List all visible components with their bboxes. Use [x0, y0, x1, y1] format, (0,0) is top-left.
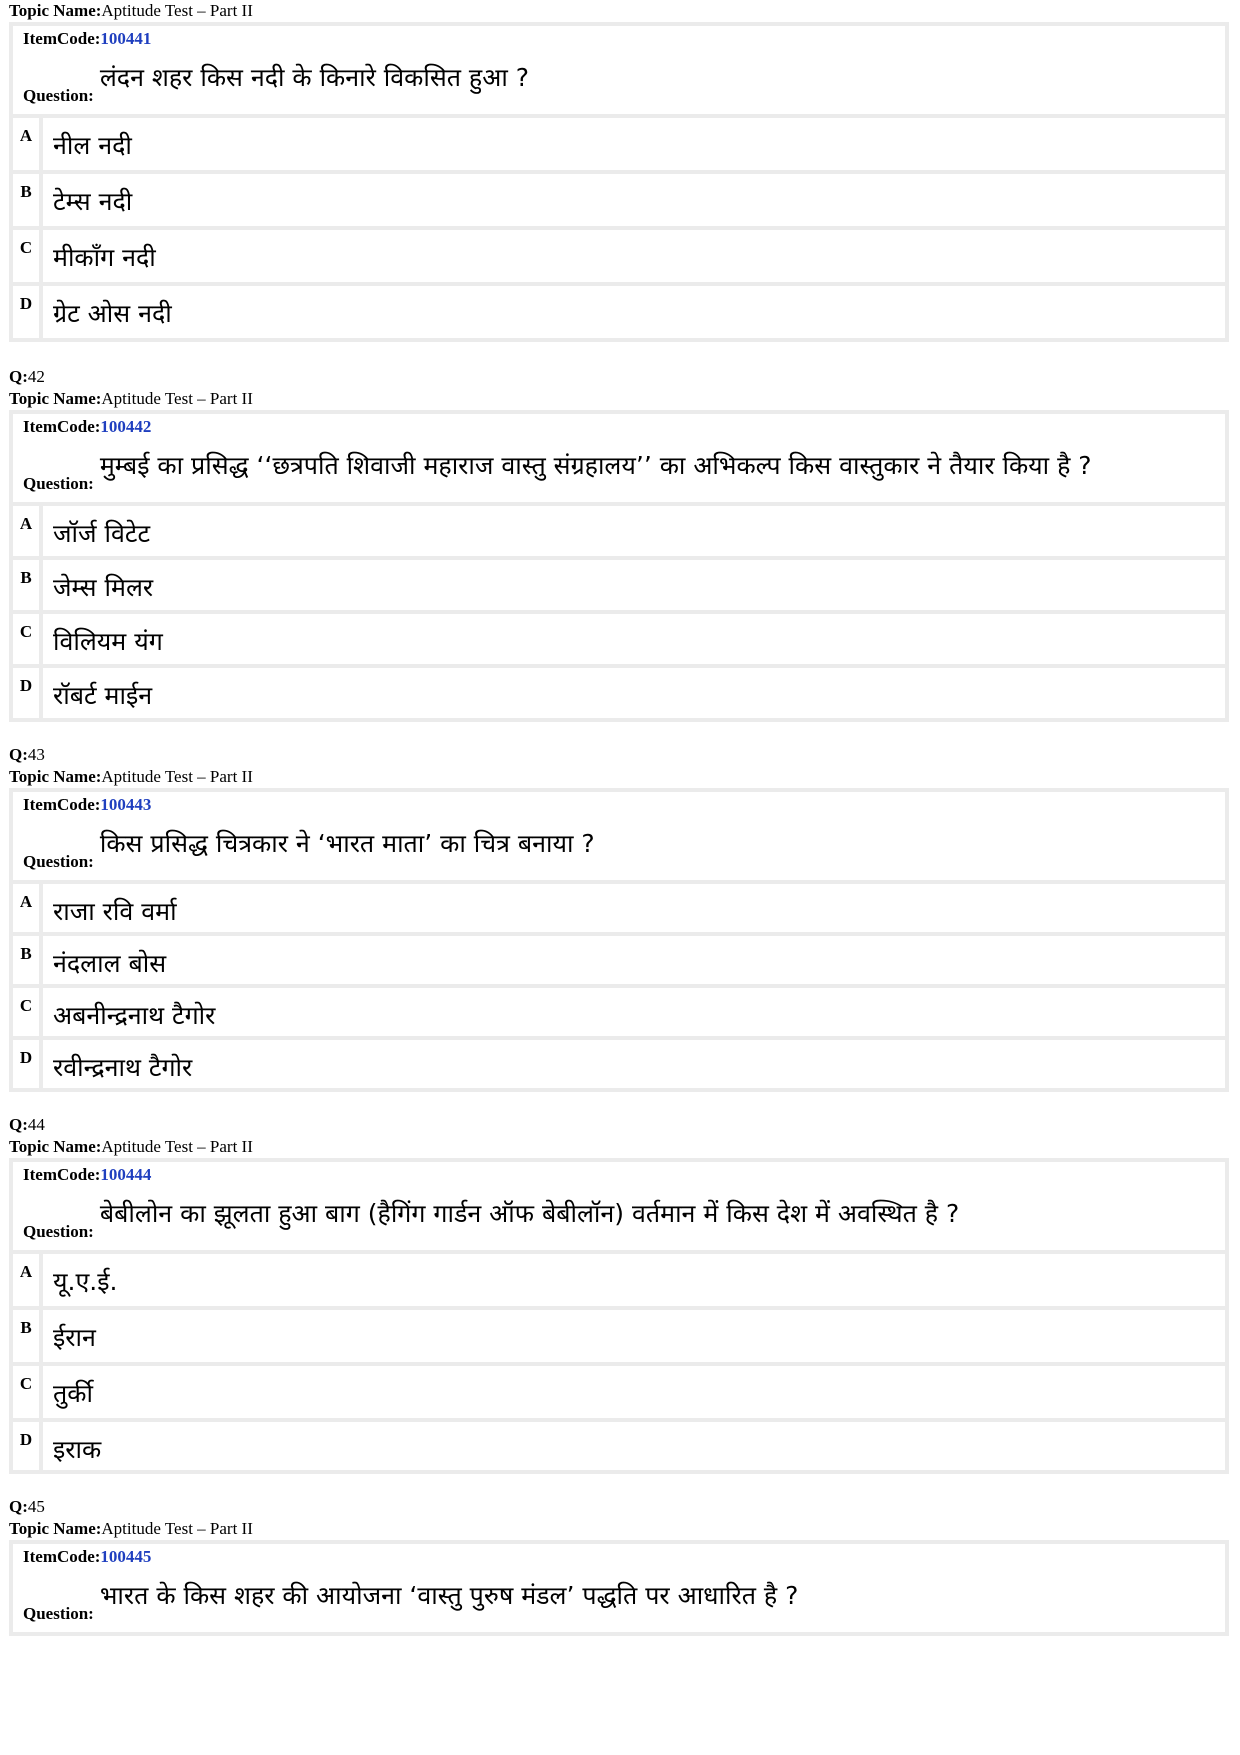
- item-code: [13, 414, 1225, 440]
- topic-label: Topic Name:: [9, 389, 102, 408]
- question-number: [9, 1496, 1229, 1518]
- option-label: D: [13, 286, 39, 338]
- question-label: Question:: [23, 474, 94, 493]
- q-prefix: Q:: [9, 745, 28, 764]
- question-number: [9, 366, 1229, 388]
- item-table: [9, 1540, 1229, 1636]
- question-text: लंदन शहर किस नदी के किनारे विकसित हुआ ?: [99, 63, 529, 92]
- question-text: भारत के किस शहर की आयोजना ‘वास्तु पुरुष मंडल’ पद्धति पर आधारित है ?: [99, 1581, 799, 1610]
- question-block: [9, 1496, 1229, 1636]
- question-text: बेबीलोन का झूलता हुआ बाग (हैगिंग गार्डन ऑफ बेबीलॉन) वर्तमान में किस देश में अवस्थित है ?: [99, 1199, 960, 1228]
- item-code-value: 100444: [100, 1165, 152, 1184]
- question-block: [9, 0, 1229, 342]
- option-text: नील नदी: [43, 118, 1225, 170]
- option-text: राजा रवि वर्मा: [43, 884, 1225, 932]
- question-row: [13, 440, 1225, 502]
- question-page: [9, 0, 1229, 1636]
- option-row-d: [13, 286, 1225, 338]
- q-prefix: Q:: [9, 1115, 28, 1134]
- option-row-b: [13, 1310, 1225, 1362]
- option-row-c: [13, 988, 1225, 1036]
- question-text: मुम्बई का प्रसिद्ध ‘‘छत्रपति शिवाजी महाराज वास्तु संग्रहालय’’ का अभिकल्प किस वास्तुकार ने तैयार किया है ?: [99, 451, 1092, 480]
- item-code-value: 100442: [100, 417, 152, 436]
- option-label: C: [13, 988, 39, 1036]
- option-label: A: [13, 1254, 39, 1306]
- option-row-b: [13, 936, 1225, 984]
- option-label: D: [13, 1040, 39, 1088]
- item-table: [9, 22, 1229, 342]
- q-prefix: Q:: [9, 1497, 28, 1516]
- option-row-b: [13, 560, 1225, 610]
- item-code-label: ItemCode:: [23, 1547, 101, 1566]
- option-label: B: [13, 174, 39, 226]
- option-label: C: [13, 614, 39, 664]
- question-label: Question:: [23, 86, 94, 105]
- option-label: C: [13, 230, 39, 282]
- item-table: [9, 410, 1229, 722]
- question-block: [9, 1114, 1229, 1474]
- option-label: B: [13, 1310, 39, 1362]
- option-text: मीकाँग नदी: [43, 230, 1225, 282]
- question-number: [9, 744, 1229, 766]
- option-label: D: [13, 668, 39, 718]
- option-text: तुर्की: [43, 1366, 1225, 1418]
- topic-label: Topic Name:: [9, 1, 102, 20]
- item-code-value: 100443: [100, 795, 152, 814]
- q-number-value: 45: [27, 1497, 45, 1516]
- question-block: [9, 744, 1229, 1092]
- option-row-d: [13, 668, 1225, 718]
- item-code-label: ItemCode:: [23, 417, 101, 436]
- option-row-c: [13, 230, 1225, 282]
- item-code-label: ItemCode:: [23, 29, 101, 48]
- question-label: Question:: [23, 852, 94, 871]
- option-text: टेम्स नदी: [43, 174, 1225, 226]
- item-code: [13, 26, 1225, 52]
- question-row: [13, 1188, 1225, 1250]
- option-text: अबनीन्द्रनाथ टैगोर: [43, 988, 1225, 1036]
- topic-label: Topic Name:: [9, 1137, 102, 1156]
- option-text: रवीन्द्रनाथ टैगोर: [43, 1040, 1225, 1088]
- question-text: किस प्रसिद्ध चित्रकार ने ‘भारत माता’ का चित्र बनाया ?: [99, 829, 595, 858]
- option-text: विलियम यंग: [43, 614, 1225, 664]
- option-row-a: [13, 884, 1225, 932]
- option-text: ग्रेट ओस नदी: [43, 286, 1225, 338]
- q-number-value: 43: [27, 745, 45, 764]
- option-text: जेम्स मिलर: [43, 560, 1225, 610]
- option-label: B: [13, 560, 39, 610]
- option-text: रॉबर्ट माईन: [43, 668, 1225, 718]
- item-code-label: ItemCode:: [23, 795, 101, 814]
- q-number-value: 42: [27, 367, 45, 386]
- question-row: [13, 1570, 1225, 1632]
- option-text: यू.ए.ई.: [43, 1254, 1225, 1306]
- topic-label: Topic Name:: [9, 1519, 102, 1538]
- question-label: Question:: [23, 1222, 94, 1241]
- item-code: [13, 1162, 1225, 1188]
- item-code-value: 100441: [100, 29, 152, 48]
- topic-value: Aptitude Test – Part II: [101, 767, 253, 786]
- item-code-value: 100445: [100, 1547, 152, 1566]
- item-code-label: ItemCode:: [23, 1165, 101, 1184]
- question-number: [9, 1114, 1229, 1136]
- option-label: A: [13, 884, 39, 932]
- option-row-a: [13, 1254, 1225, 1306]
- topic-line: [9, 0, 1229, 22]
- topic-value: Aptitude Test – Part II: [101, 1, 253, 20]
- topic-line: [9, 388, 1229, 410]
- option-row-d: [13, 1422, 1225, 1470]
- option-text: इराक: [43, 1422, 1225, 1470]
- item-table: [9, 1158, 1229, 1474]
- option-text: नंदलाल बोस: [43, 936, 1225, 984]
- option-row-a: [13, 118, 1225, 170]
- option-row-c: [13, 614, 1225, 664]
- option-label: C: [13, 1366, 39, 1418]
- option-label: D: [13, 1422, 39, 1470]
- option-row-d: [13, 1040, 1225, 1088]
- question-block: [9, 366, 1229, 722]
- option-label: A: [13, 506, 39, 556]
- q-number-value: 44: [27, 1115, 45, 1134]
- q-prefix: Q:: [9, 367, 28, 386]
- topic-label: Topic Name:: [9, 767, 102, 786]
- option-label: B: [13, 936, 39, 984]
- option-row-b: [13, 174, 1225, 226]
- option-label: A: [13, 118, 39, 170]
- topic-line: [9, 1518, 1229, 1540]
- question-row: [13, 818, 1225, 880]
- option-text: ईरान: [43, 1310, 1225, 1362]
- topic-line: [9, 766, 1229, 788]
- option-row-a: [13, 506, 1225, 556]
- item-table: [9, 788, 1229, 1092]
- topic-value: Aptitude Test – Part II: [101, 1519, 253, 1538]
- topic-line: [9, 1136, 1229, 1158]
- question-row: [13, 52, 1225, 114]
- option-row-c: [13, 1366, 1225, 1418]
- question-label: Question:: [23, 1604, 94, 1623]
- item-code: [13, 1544, 1225, 1570]
- item-code: [13, 792, 1225, 818]
- topic-value: Aptitude Test – Part II: [101, 1137, 253, 1156]
- topic-value: Aptitude Test – Part II: [101, 389, 253, 408]
- option-text: जॉर्ज विटेट: [43, 506, 1225, 556]
